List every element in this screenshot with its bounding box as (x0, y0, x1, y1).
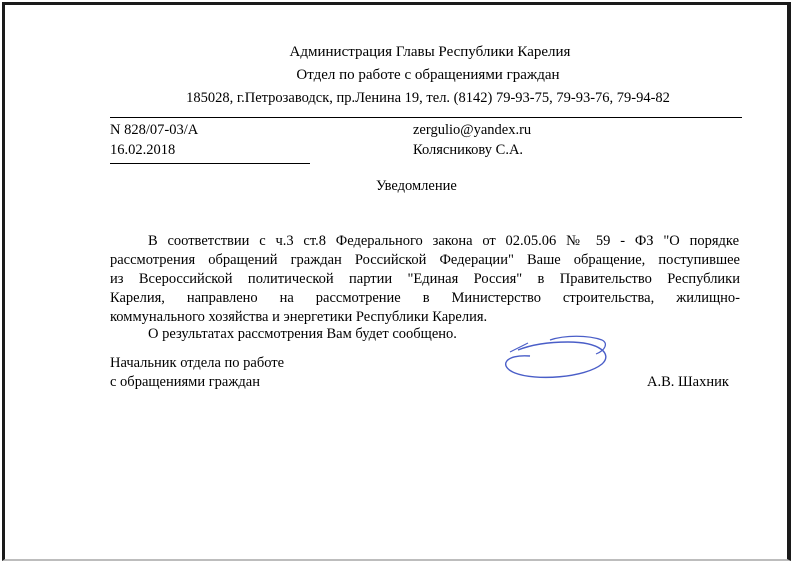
department-name: Отдел по работе с обращениями граждан (296, 67, 560, 83)
body-line-3: из Всероссийской политической партии "Единая Россия" в Правительство Республики (110, 271, 740, 287)
body-closing: О результатах рассмотрения Вам будет сообщено. (148, 326, 457, 342)
body-line-1: В соответствии с ч.3 ст.8 Федерального закона от 02.05.06 № 59 - ФЗ "О порядке (148, 233, 739, 249)
body-line-4: Карелия, направлено на рассмотрение в Министерство строительства, жилищно- (110, 290, 740, 306)
signer-name: А.В. Шахник (647, 374, 729, 390)
reference-number: N 828/07-03/А (110, 122, 199, 138)
org-name: Администрация Главы Республики Карелия (289, 44, 571, 60)
body-line-5: коммунального хозяйства и энергетики Республики Карелия. (110, 309, 488, 325)
signer-position-line-2: с обращениями граждан (110, 374, 260, 390)
date-underline (110, 163, 310, 164)
address-line: 185028, г.Петрозаводск, пр.Ленина 19, тел. (8142) 79-93-75, 79-93-76, 79-94-82 (186, 90, 670, 106)
recipient-name: Колясникову С.А. (413, 142, 524, 158)
header-divider (110, 117, 742, 118)
document-title: Уведомление (376, 178, 457, 194)
body-line-2: рассмотрения обращений граждан Российской Федерации" Ваше обращение, поступившее (110, 252, 740, 268)
handwritten-signature (490, 326, 620, 381)
document-date: 16.02.2018 (110, 142, 176, 158)
recipient-email: zergulio@yandex.ru (413, 122, 532, 138)
signer-position-line-1: Начальник отдела по работе (110, 355, 285, 371)
